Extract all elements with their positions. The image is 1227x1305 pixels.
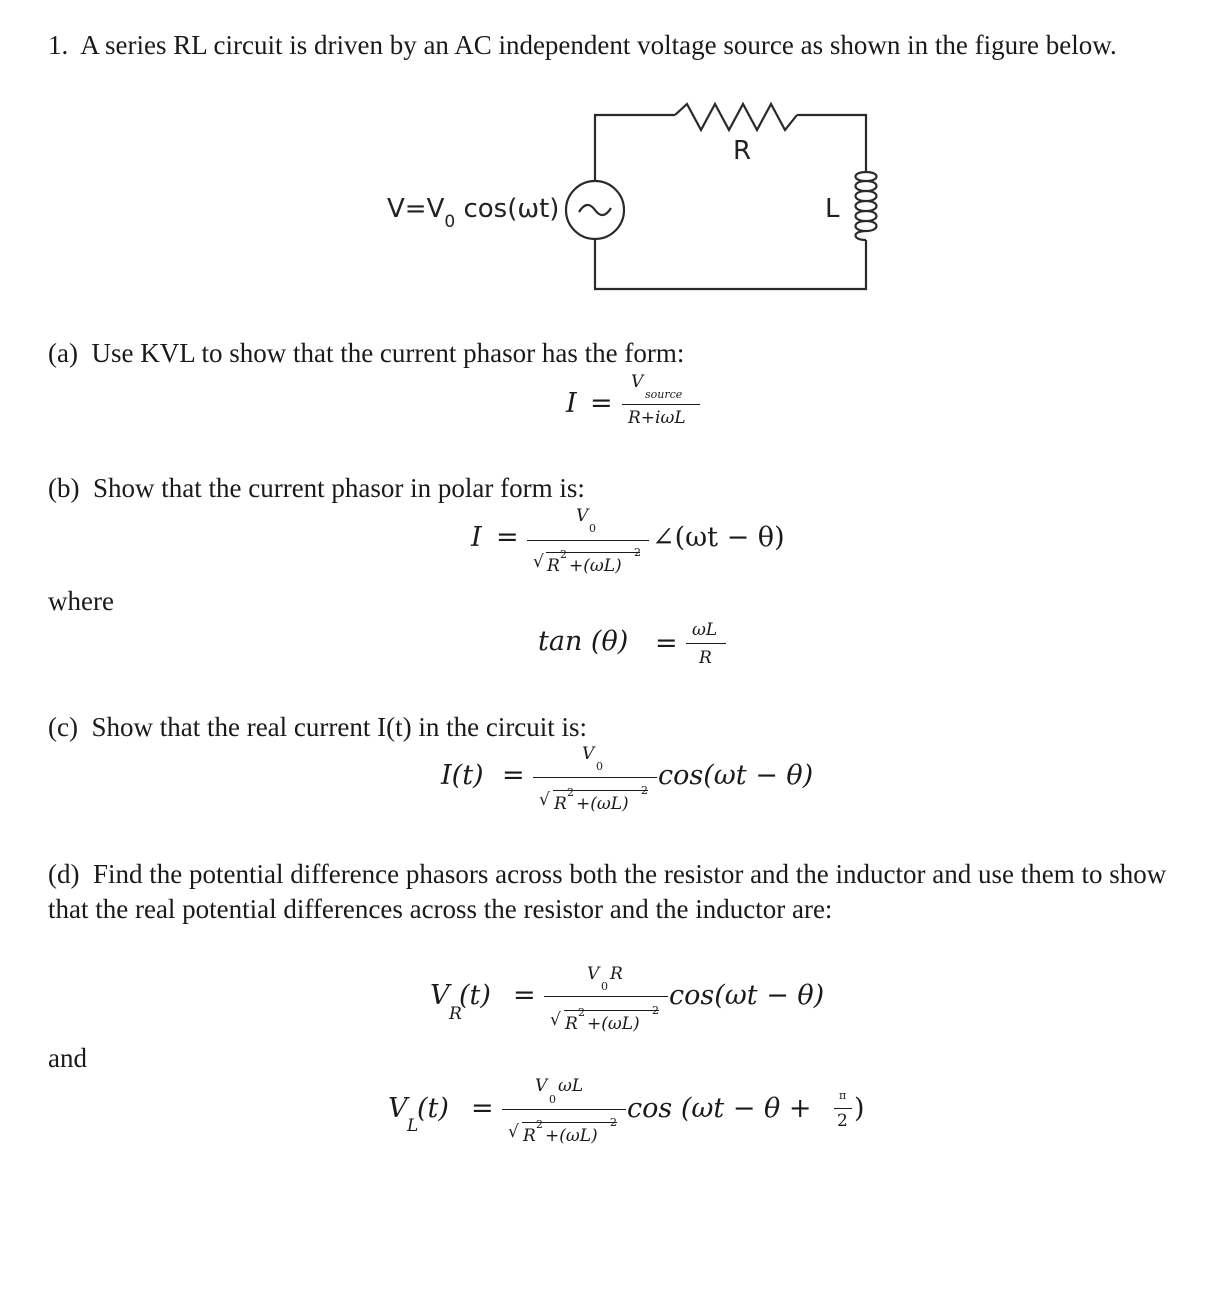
- part-b-prompt: (b) Show that the current phasor in polar form is:: [48, 473, 585, 503]
- circuit-wire-top-left: [595, 115, 675, 182]
- part-c-prompt: (c) Show that the real current I(t) in the circuit is:: [48, 712, 588, 742]
- inductor-label: L: [825, 194, 840, 224]
- source-label: $V=V_0$ cos(ωt): [387, 194, 560, 233]
- problem-intro: A series RL circuit is driven by an AC independent voltage source as shown in the figure below.: [80, 30, 1117, 60]
- ac-tilde-icon: [579, 205, 611, 215]
- where-label: where: [48, 586, 114, 616]
- problem-number: 1.: [48, 30, 69, 60]
- and-label: and: [48, 1043, 87, 1073]
- resistor-zigzag: [675, 104, 797, 130]
- circuit-wire-right-bottom: [595, 240, 866, 289]
- rl-circuit-diagram: [0, 0, 1227, 310]
- inductor-coil: [856, 172, 877, 240]
- circuit-wire-top-right: [797, 115, 866, 172]
- resistor-label: R: [733, 136, 752, 166]
- part-d-prompt: (d) Find the potential difference phasors across both the resistor and the inductor and use them to show that the real potential differences across the resistor and the inductor are:: [48, 859, 1167, 924]
- part-a-prompt: (a) Use KVL to show that the current phasor has the form:: [48, 338, 685, 368]
